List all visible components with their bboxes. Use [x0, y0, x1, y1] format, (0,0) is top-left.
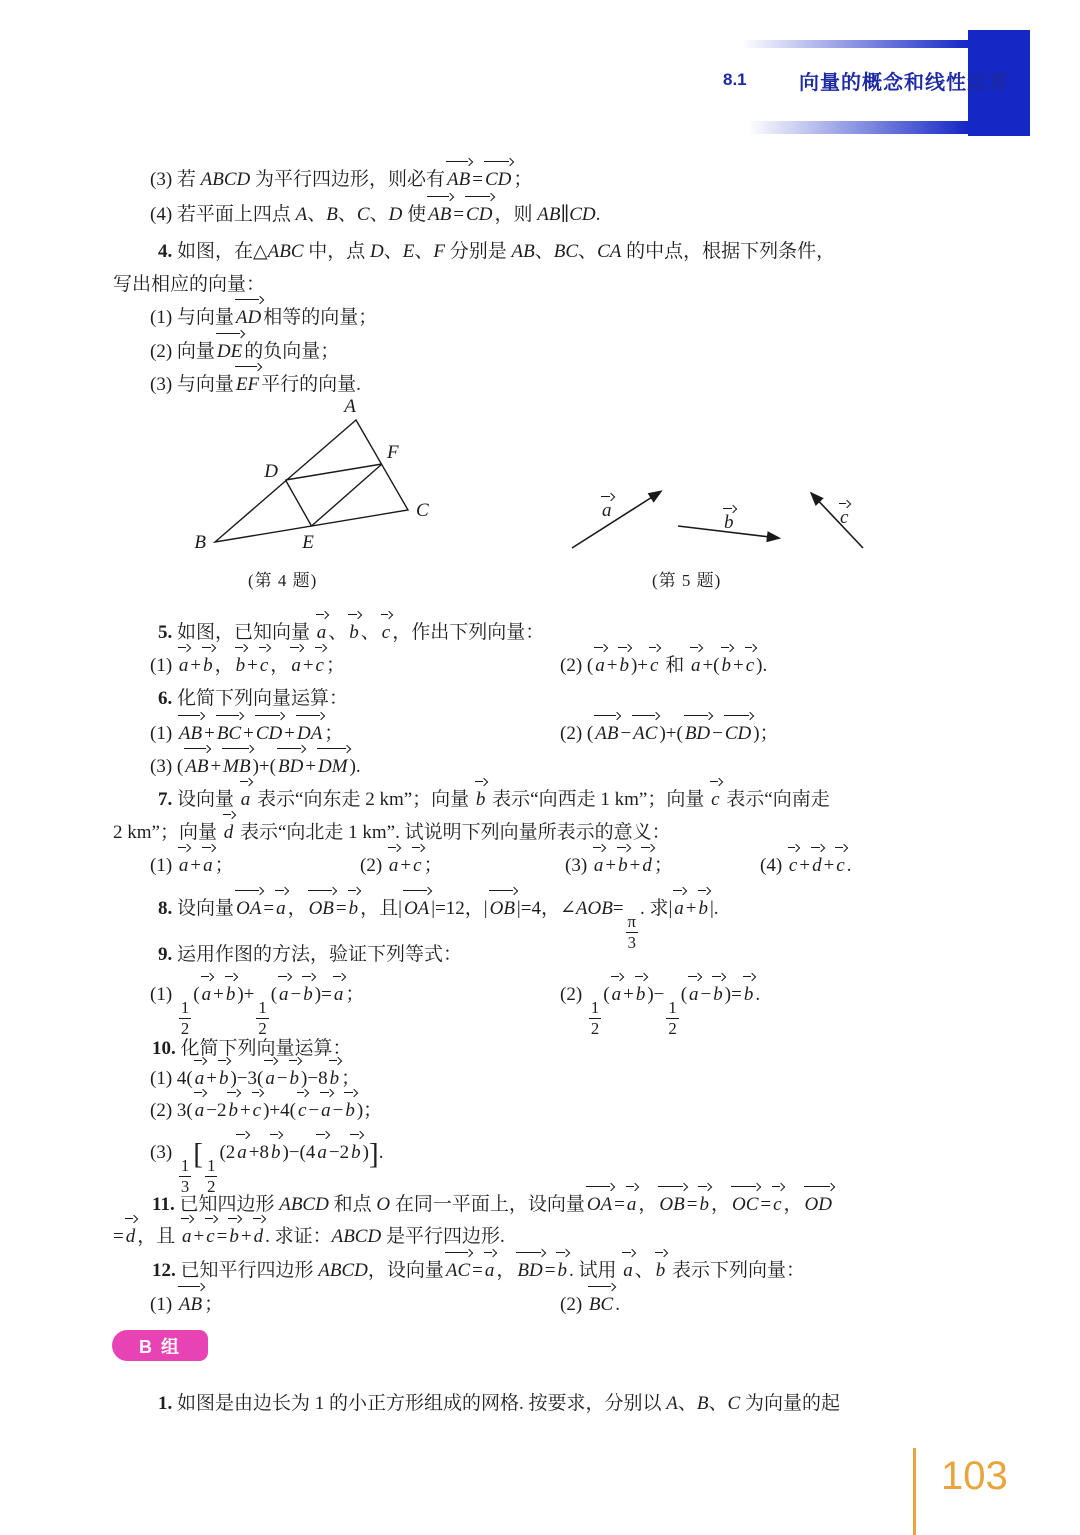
text-line: (3) 与向量 EF 平行的向量.: [150, 370, 361, 400]
text-line: (1) 与向量 AD 相等的向量；: [150, 303, 377, 333]
text-line: (1) AB + BC + CD + DA ；: [150, 719, 343, 749]
section-number: 8.1: [723, 70, 747, 89]
text-line: 5. 如图，已知向量 a 、 b 、 c ，作出下列向量：: [158, 618, 544, 648]
banner-strip-bottom: [748, 121, 968, 134]
triangle-figure: [180, 398, 440, 563]
figure4-caption: (第 4 题): [248, 571, 318, 590]
text-line: (1) $\frac{1}{2}$ ( a + b )+ $\frac{1}{2}$ ( a − b )= a ；: [150, 980, 364, 1038]
vertex-d-label: D: [264, 461, 278, 482]
text-line: (4) 若平面上四点 A、B、C、D 使 AB = CD ，则 AB∥CD.: [150, 200, 600, 230]
vertex-e-label: E: [302, 532, 314, 553]
text-line: 8. 设向量 OA = a ， OB = b ，且| OA |=12，| OB |=4，∠AOB= $\frac{\pi}{3}$ . 求| a + b |.: [158, 894, 719, 952]
section-title: 向量的概念和线性运算: [799, 72, 1009, 94]
text-line: (1) 4( a + b )−3( a − b )−8 b ；: [150, 1064, 360, 1094]
group-b-badge: B 组: [112, 1330, 208, 1361]
text-line: (3) 若 ABCD 为平行四边形，则必有 AB = CD ；: [150, 165, 532, 195]
text-line: (2) $\frac{1}{2}$ ( a + b )− $\frac{1}{2}$ ( a − b )= b .: [560, 980, 760, 1038]
text-line: 9. 运用作图的方法，验证下列等式：: [158, 944, 463, 965]
text-line: (2) BC .: [560, 1290, 620, 1320]
text-line: (2) 3( a −2 b + c )+4( c − a − b )；: [150, 1096, 382, 1126]
text-line: 12. 已知平行四边形 ABCD，设向量 AC = a ， BD = b . 试用 a 、 b 表示下列向量：: [152, 1256, 805, 1286]
vertex-b-label: B: [194, 532, 206, 553]
text-line: (3) a + b + d ；: [565, 851, 673, 881]
vertex-f-label: F: [387, 442, 399, 463]
text-line: (3) ( AB + MB )+( BD + DM ).: [150, 752, 361, 782]
text-line: (2) 向量 DE 的负向量；: [150, 337, 339, 367]
vertex-c-label: C: [416, 500, 429, 521]
text-line: 写出相应的向量：: [113, 274, 266, 295]
text-line: 2 km”；向量 d 表示“向北走 1 km”. 试说明下列向量所表示的意义：: [113, 818, 671, 848]
text-line: (1) a + a ；: [150, 851, 234, 881]
text-line: (1) AB ；: [150, 1290, 223, 1320]
text-line: (3) $\frac{1}{3}$ [ $\frac{1}{2}$ (2 a +8 b )−(4 a −2 b )].: [150, 1138, 384, 1196]
text-line: (2) a + c ；: [360, 851, 443, 881]
vector-a-label: a: [602, 500, 612, 521]
text-line: (1) a + b ， b + c ， a + c ；: [150, 651, 345, 681]
text-line: (4) c + d + c .: [760, 851, 851, 881]
vector-b-label: b: [724, 512, 734, 533]
text-line: 10. 化简下列向量运算：: [152, 1038, 352, 1059]
text-line: 6. 化简下列向量运算：: [158, 688, 349, 709]
text-line: (2) ( a + b )+ c 和 a +( b + c ).: [560, 651, 767, 681]
page-number-rule: [913, 1448, 916, 1535]
text-line: = d ，且 a + c = b + d . 求证：ABCD 是平行四边形.: [113, 1222, 505, 1252]
text-line: 7. 设向量 a 表示“向东走 2 km”；向量 b 表示“向西走 1 km”；向量 c 表示“向南走: [158, 785, 830, 815]
text-line: (2) ( AB − AC )+( BD − CD )；: [560, 719, 779, 749]
text-line: 4. 如图，在△ABC 中，点 D、E、F 分别是 AB、BC、CA 的中点，根据下列条件，: [158, 241, 836, 262]
vertex-a-label: A: [344, 398, 356, 417]
text-line: 1. 如图是由边长为 1 的小正方形组成的网格. 按要求，分别以 A、B、C 为向量的起: [158, 1393, 840, 1414]
figure5-caption: (第 5 题): [652, 571, 722, 590]
banner-strip-top: [742, 40, 968, 48]
vector-c-label: c: [840, 507, 849, 528]
page-number: 103: [941, 1454, 1008, 1498]
text-line: 11. 已知四边形 ABCD 和点 O 在同一平面上，设向量 OA = a ， OB = b ， OC = c ， OD: [152, 1190, 834, 1220]
